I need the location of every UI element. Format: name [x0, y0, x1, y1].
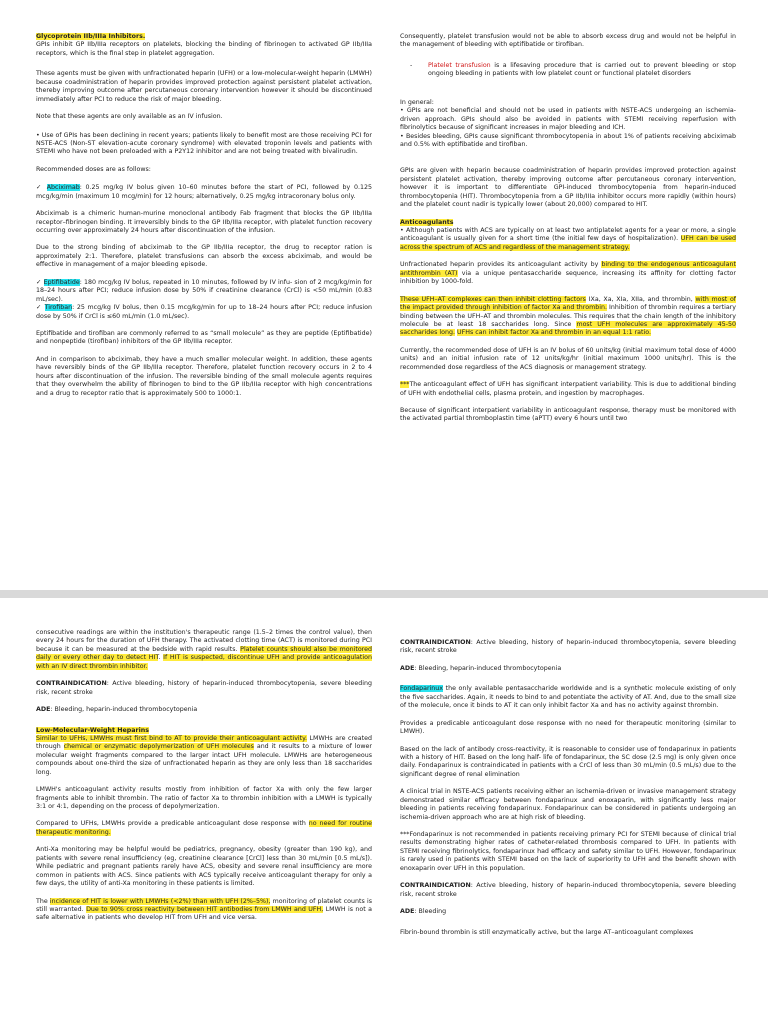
ufh-ade: [36, 706, 372, 714]
lmwh-highlight-2: chemical or enzymatic depolymerization of UFH molecules: [63, 743, 254, 751]
aptt-paragraph: Because of significant interpatient variability in anticoagulant response, therapy must be monitored with the activated partial thromboplastin time (aPTT) every 6 hours until two: [400, 407, 736, 423]
abciximab-description: Abciximab is a chimeric human-murine monoclonal antibody Fab fragment that blocks the GP IIb/IIIa receptor–fibrinogen binding. It irreversibly binds to the GP IIb/IIIa receptor, with platelet function recovery occurring over approximately 24 hours after discontinuation of the infusion.: [36, 210, 372, 234]
contraindication-label: CONTRAINDICATION: [36, 680, 107, 688]
contraindication-text: : Active bleeding, history of heparin-induced thrombocytopenia, severe bleeding risk, recent stroke: [36, 680, 372, 696]
variability-text: The anticoagulant effect of UFH has significant interpatient variability. This is due to additional binding of UFH with endothelial cells, plasma protein, and ingestion by macrophages.: [400, 381, 736, 397]
anticoagulants-heading-block: [400, 219, 736, 227]
stars-highlight: ***: [400, 381, 410, 389]
check-icon: ✓: [36, 304, 45, 312]
small-molecule-paragraph: Eptifibatide and tirofiban are commonly referred to as “small molecule” as they are peptide (Eptifibatide) and nonpeptide (tirofiban) inhibitors of the GP IIb/IIIa receptor.: [36, 329, 372, 346]
fondaparinux-text: the only available pentasaccharide worldwide and is a synthetic molecule existing of only the five saccharides. Again, it needs to bind to and potentiate the activity of AT. And, due to the small size of the molecule, once it binds to AT it can only inhibit factor Xa and has no activity against thrombin.: [400, 685, 736, 710]
check-icon: ✓: [36, 278, 44, 286]
complex-highlight-2: with most of the impact provided through inhibition of factor Xa and thrombin.: [400, 295, 737, 312]
abciximab-term: Abciximab: [46, 184, 80, 192]
general-bullet-1: • GPIs are not beneficial and should not be used in patients with NSTE-ACS undergoing an ischemia-driven approach. GPIs should also be avoided in patients with STEMI receiving reperfusion with fibrinolytics because of significant increases in major bleeding and ICH.: [400, 107, 736, 132]
ade-label: ADE: [400, 908, 415, 916]
hit-text-2: monitoring of platelet counts is still warranted.: [36, 897, 372, 913]
lmwh-activity-paragraph: LMWH's anticoagulant activity results mostly from inhibition of factor Xa with only the few larger fragments able to inhibit thrombin. The ratio of factor Xa to thrombin inhibition with a LMWH is typically 3:1 or 4:1, depending on the process of depolymerization.: [36, 786, 372, 810]
anti-xa-paragraph: Anti-Xa monitoring may be helpful would be pediatrics, pregnancy, obesity (greater than 190 kg), and patients with severe renal insufficiency (eg, creatinine clearance [CrCl] less than 30 mL/min [0.5 mL/s]). While pediatric and pregnant patients rarely have ACS, obesity and severe renal insufficiency are more common in patients with ACS. Since patients with ACS typically receive anticoagulant therapy for only a few days, the utility of anti-Xa monitoring in these patients is limited.: [36, 846, 372, 888]
anticoagulants-highlight: UFH can be used across the spectrum of ACS and regardless of the management strategy.: [400, 235, 737, 251]
hit-highlight-2: Due to 90% cross reactivity between HIT antibodies from LMWH and UFH,: [86, 905, 324, 913]
lmwh-highlight-1: Similar to UFHs, LMWHs must first bind to AT to provide their anticoagulant activity.: [36, 734, 307, 742]
compared-highlight: no need for routine therapeutic monitoring.: [36, 820, 372, 836]
gpi-decline-bullet: • Use of GPIs has been declining in recent years; patients likely to benefit most are those receiving PCI for NSTE-ACS (Non-ST elevation-acute coronary syndrome) with elevated troponin levels and patients with STEMI who have not been preloaded with a P2Y12 inhibitor and are not being treated with bivalirudin.: [36, 131, 372, 156]
ufh-contraindication: [36, 680, 372, 697]
contraindication-text: : Active bleeding, history of heparin-induced thrombocytopenia, severe bleeding risk, recent stroke: [400, 882, 736, 898]
contraindication-label: CONTRAINDICATION: [400, 882, 471, 890]
ufh-dose-paragraph: Currently, the recommended dose of UFH is an IV bolus of 60 units/kg (initial maximum total dose of 4000 units) and an initial infusion rate of 12 units/kg/hr (initial maximum 1000 units/hr). This is the recommended dose regardless of the ACS diagnosis or management strategy.: [400, 346, 736, 371]
page1-right-column: [400, 33, 736, 433]
contraindication-label: CONTRAINDICATION: [400, 639, 471, 646]
consec-highlight-2: If HIT is suspected, discontinue UFH and provide anticoagulation with an IV direct thrombin inhibitor.: [36, 654, 372, 670]
abciximab-dose: [36, 184, 372, 201]
lmwh-text-2: and it results to a mixture of lower molecular weight fragments compared to the larger intact UFH molecule. LMWHs are heterogeneous compounds about one-third the size of unfractionated heparin as they are only less than 18 saccharides long.: [36, 743, 372, 776]
hit-paragraph: [36, 898, 372, 923]
eptifibatide-term: Eptifibatide: [43, 278, 80, 286]
dash-bullet: -: [410, 61, 413, 69]
document-page-2: [0, 598, 768, 1024]
ufh-activity-text-2: via a unique pentasaccharide sequence, increasing its affinity for clotting factor inhibition by 1000-fold.: [400, 269, 736, 286]
abciximab-dose-text: : 0.25 mg/kg IV bolus given 10–60 minutes before the start of PCI, followed by 0.125 mcg/kg/min (maximum 10 mcg/min) for 12 hours; alternatively, 0.25 mg/kg intracoronary bolus only.: [36, 184, 372, 200]
fondaparinux-contraindication: [400, 882, 736, 899]
fondaparinux-paragraph: [400, 685, 736, 710]
page2-left-column: [36, 629, 372, 932]
gpi-intro: GPIs inhibit GP IIb/IIIa receptors on platelets, blocking the binding of fibrinogen to activated GP IIb/IIIa receptors, which is the final step in platelet aggregation.: [36, 41, 372, 57]
platelet-transfusion-item: [410, 61, 736, 79]
lmwh-heading-block: [36, 727, 372, 735]
page-divider: [0, 590, 768, 598]
ade-text: : Bleeding, heparin-induced thrombocytopenia: [50, 706, 198, 714]
cross-reactivity-paragraph: Based on the lack of antibody cross-reactivity, it is reasonable to consider use of fondaparinux in patients with a history of HIT. Based on the long half- life of fondaparinux, the SC dose (2.5 mg) is only given once daily. Fondaparinux is contraindicated in patients with a CrCl of less than 30 mL/min (0.5 mL/s) due to the significant degree of renal elimination: [400, 745, 736, 778]
lmwh-compared-paragraph: [36, 820, 372, 837]
complex-highlight-1: These UFH–AT complexes can then inhibit clotting factors: [400, 295, 586, 303]
comparison-paragraph: And in comparison to abciximab, they have a much smaller molecular weight. In addition, these agents have reversibly binds of the GP IIb/IIIa receptor. Therefore, platelet function recovery occurs in 2 to 4 hours after discontinuation of the infusion. The reversible binding of the small molecule agents requires that they overwhelm the ability of fibrinogen to bind to the GP IIb/IIIa receptor with high concentrations and a drug to receptor ratio that is approximately 500 to 1000:1.: [36, 355, 372, 397]
tirofiban-dose: [36, 304, 372, 321]
consecutive-readings-paragraph: [36, 629, 372, 671]
consec-text-1: consecutive readings are within the institution's therapeutic range (1.5–2 times the control value), then every 24 hours for the duration of UFH therapy. The activated clotting time (ACT) is monitored during PCI because it can be measured at the bedside with rapid results.: [36, 629, 372, 653]
ufh-activity-paragraph: [400, 261, 736, 286]
lmwh-ade: [400, 665, 736, 673]
eptifibatide-dose: [36, 279, 372, 304]
complex-highlight-4: UFHs can inhibit factor Xa and thrombin in an equal 1:1 ratio.: [457, 329, 651, 337]
fondaparinux-term: Fondaparinux: [400, 685, 443, 693]
variability-paragraph: [400, 381, 736, 398]
ufh-at-complex-paragraph: [400, 296, 736, 338]
tirofiban-term: Tirofiban: [44, 304, 73, 312]
check-icon: ✓: [36, 184, 47, 192]
compared-text: Compared to UFHs, LMWHs provide a predicable anticoagulant dose response with: [36, 820, 309, 828]
iv-note: Note that these agents are only available as an IV infusion.: [36, 113, 223, 121]
gpi-heading: Glycoprotein IIb/IIIa Inhibitors.: [36, 33, 146, 40]
gpi-with-heparin-paragraph: GPIs are given with heparin because coadministration of heparin provides improved protection against persistent platelet activation, thereby improving outcome after percutaneous coronary intervention, however it is important to differentiate GPI-induced thrombocytopenia from heparin-induced thrombocytopenia (HIT). Thrombocytopenia from a GP IIb/IIIa inhibitor occurs more rapidly (within hours) and the platelet count nadir is typically lower (about 20,000) compared to HIT.: [400, 167, 736, 209]
eptifibatide-dose-text: : 180 mcg/kg IV bolus, repeated in 10 minutes, followed by IV infu- sion of 2 mcg/kg/min for 18–24 hours after PCI; reduce infusion dose by 50% if creatinine clearance (CrCl) is <50 mL/min (0.83 mL/sec).: [36, 278, 373, 303]
not-recommended-paragraph: ***Fondaparinux is not recommended in patients receiving primary PCI for STEMI because of clinical trial results demonstrating higher rates of catheter-related thrombosis compared to UFH. In patients with STEMI receiving fibrinolytics, fondaparinux had efficacy and safety similar to UFH. However, fondaparinux is rarely used in patients with STEMI based on the lack of superiority to UFH and the benefit shown with enoxaparin over UFH in this population.: [400, 831, 736, 872]
ade-label: ADE: [36, 706, 51, 714]
ade-label: ADE: [400, 664, 415, 672]
lmwh-paragraph: [36, 735, 372, 777]
fondaparinux-ade: [400, 908, 736, 916]
ufh-activity-text: Unfractionated heparin provides its anticoagulant activity by: [400, 261, 602, 269]
ade-text: : Bleeding: [414, 908, 447, 916]
anticoagulants-heading: Anticoagulants: [400, 218, 454, 226]
complex-text-1: IXa, Xa, XIa, XIIa, and thrombin,: [585, 295, 696, 303]
hit-text-1: The: [36, 897, 50, 905]
consequently-paragraph: Consequently, platelet transfusion would not be able to absorb excess drug and would not be helpful in the management of bleeding with eptifibatide or tirofiban.: [400, 33, 736, 49]
predicable-paragraph: Provides a predicable anticoagulant dose response with no need for therapeutic monitoring (similar to LMWH).: [400, 719, 736, 736]
complex-highlight-3: most UFH molecules are approximately 45-50 saccharides long.: [400, 320, 736, 337]
contraindication-text: : Active bleeding, history of heparin-induced thrombocytopenia, severe bleeding risk, recent stroke: [400, 639, 736, 655]
recommended-doses-label: Recommended doses are as follows:: [36, 165, 151, 173]
hit-highlight-1: incidence of HIT is lower with LMWHs (<2%) than with UFH (2%–5%),: [49, 897, 271, 905]
tirofiban-dose-text: : 25 mcg/kg IV bolus, then 0.15 mcg/kg/min for up to 18–24 hours after PCI; reduce infusion dose by 50% if CrCl is ≤60 mL/min (1.0 mL/sec).: [36, 304, 372, 320]
anticoagulants-text: • Although patients with ACS are typically on at least two antiplatelet agents for a year or more, a single anticoagulant is usually given for a short time (the initial few days of hospitalization).: [400, 227, 736, 243]
platelet-transfusion-term: Platelet transfusion: [428, 61, 491, 69]
fibrin-bound-paragraph: Fibrin-bound thrombin is still enzymatically active, but the large AT–anticoagulant complexes: [400, 928, 694, 936]
platelet-transfusion-def: is a lifesaving procedure that is carried out to prevent bleeding or stop ongoing bleeding in patients with low platelet count or functional platelet disorders: [428, 61, 736, 78]
complex-text-2: Inhibition of thrombin requires a tertiary binding between the UFH–AT and thrombin molecules. This requires that the chain length of the inhibitory molecule be at least 18 saccharides long. Since: [400, 304, 736, 328]
lmwh-heading: Low-Molecular-Weight Heparins: [36, 726, 149, 734]
hit-text-3: LMWH is not a safe alternative in patients who develop HIT from UFH and vice versa.: [36, 905, 372, 922]
page1-left-column: [36, 33, 372, 407]
lmwh-contraindication: [400, 639, 736, 656]
page2-right-column: [400, 639, 736, 946]
ade-text: : Bleeding, heparin-induced thrombocytopenia: [414, 664, 562, 672]
in-general-label: In general:: [400, 98, 434, 106]
clinical-trial-paragraph: A clinical trial in NSTE-ACS patients receiving either an ischemia-driven or invasive management strategy demonstrated similar efficacy between fondaparinux and enoxaparin, with significantly less major bleeding in patients receiving fondaparinux. Fondaparinux can be considered in patients undergoing an ischemia-driven approach who are at high risk of bleeding.: [400, 788, 736, 821]
gpi-heading-block: [36, 33, 372, 41]
consec-highlight-1: Platelet counts should also be monitored daily or every other day to detect HIT: [36, 645, 372, 662]
ufh-activity-highlight: binding to the endogenous anticoagulant antithrombin (AT): [400, 261, 736, 277]
lmwh-text-1: LMWHs are created through: [36, 734, 372, 751]
general-bullet-2: • Besides bleeding, GPIs cause significant thrombocytopenia in about 1% of patients receiving abciximab and 0.5% with eptifibatide and tirofiban.: [400, 132, 736, 148]
anticoagulants-paragraph: [400, 227, 736, 252]
ufh-coadmin-paragraph: These agents must be given with unfractionated heparin (UFH) or a low-molecular-weight heparin (LMWH) because coadministration of heparin provides improved protection against persistent platelet activation, thereby improving outcome after percutaneous coronary intervention however it should be discontinued immediately after PCI to reduce the risk of major bleeding.: [36, 70, 372, 103]
consec-text-2: .: [158, 654, 164, 662]
abciximab-binding: Due to the strong binding of abciximab to the GP IIb/IIIa receptor, the drug to receptor ration is approximately 2:1. Therefore, platelet transfusions can absorb the excess abciximab, and would be effective in management of a major bleeding episode.: [36, 244, 372, 269]
